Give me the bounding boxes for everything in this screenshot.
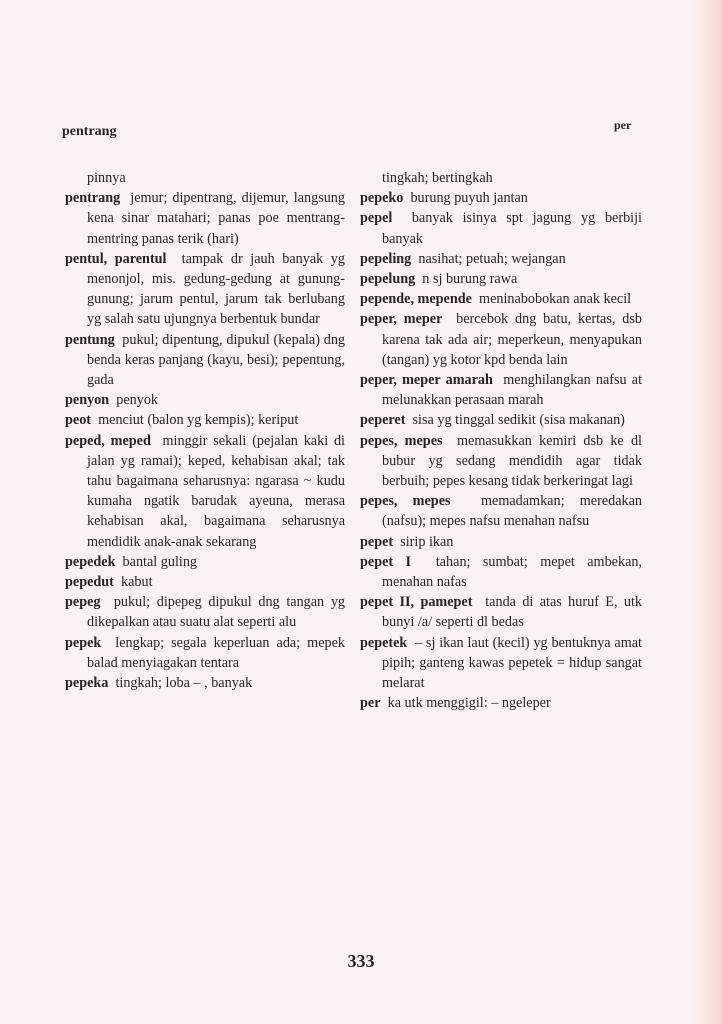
entry-definition: n sj burung rawa xyxy=(422,271,518,288)
dictionary-entry xyxy=(360,693,642,713)
entry-headword: pentung xyxy=(65,331,115,348)
entry-headword: pepet xyxy=(360,533,394,550)
entry-headword: pepeg xyxy=(65,594,101,611)
dictionary-entry xyxy=(360,188,642,208)
entry-headword: pepeka xyxy=(65,675,109,692)
entry-headword: pepet II, pamepet xyxy=(360,594,473,611)
entry-definition: tingkah; bertingkah xyxy=(382,170,493,186)
entry-headword: pepende, mepende xyxy=(360,291,472,308)
dictionary-entry xyxy=(65,673,345,693)
dictionary-entry xyxy=(65,410,345,430)
dictionary-entry xyxy=(65,592,345,632)
entry-definition: tanda di atas huruf E, utk bunyi /a/ seperti dl bedas xyxy=(382,594,643,631)
entry-headword: peper, meper xyxy=(360,311,443,328)
dictionary-entry xyxy=(65,552,345,572)
entry-definition: minggir sekali (pejalan kaki di jalan yg ramai); keped, kehabisan akal; tak tahu bagaimana seharusnya: ngarasa ~ kudu kumaha ngatik barudak ayeuna, merasa kehabisan akal, bagaimana seharusnya mendidik anak-anak sekarang xyxy=(87,432,346,550)
dictionary-entry xyxy=(65,572,345,592)
dictionary-entry xyxy=(360,249,642,269)
entry-headword: peped, meped xyxy=(65,432,151,449)
right-column xyxy=(360,168,642,713)
dictionary-entry xyxy=(65,330,345,391)
dictionary-entry xyxy=(360,269,642,289)
entry-headword: pepes, mepes xyxy=(360,432,443,449)
entry-definition: bantal guling xyxy=(122,553,198,570)
entry-definition: bercebok dng batu, kertas, dsb karena tak ada air; meperkeun, menyapukan (tangan) yg kotor kpd benda lain xyxy=(382,311,642,368)
entry-definition: tahan; sumbat; mepet ambekan, menahan nafas xyxy=(382,553,643,591)
dictionary-entry xyxy=(360,491,642,531)
entry-headword: peper, meper amarah xyxy=(360,372,493,389)
entry-definition: tampak dr jauh banyak yg menonjol, mis. gedung-gedung at gunung-gunung; jarum pentul, jarum tak berlubang yg salah satu ujungnya berbentuk bundar xyxy=(87,250,345,328)
entry-headword: pepel xyxy=(360,210,393,227)
entry-definition: burung puyuh jantan xyxy=(410,190,528,207)
dictionary-entry xyxy=(65,168,345,188)
entry-definition: memasukkan kemiri dsb ke dl bubur yg sedang mendidih agar tidak berbuih; pepes kesang tidak berkeringat lagi xyxy=(382,432,642,490)
entry-definition: sirip ikan xyxy=(400,533,454,550)
entry-headword: pepedut xyxy=(65,574,114,591)
entry-definition: – sj ikan laut (kecil) yg bentuknya amat pipih; ganteng kawas pepetek = hidup sangat melarat xyxy=(382,634,643,692)
entry-definition: pukul; dipepeg dipukul dng tangan yg dikepalkan atau suatu alat seperti alu xyxy=(87,594,346,631)
entry-headword: pepeling xyxy=(360,250,412,267)
page-number: 333 xyxy=(347,951,375,971)
running-head-right: per xyxy=(614,118,632,132)
dictionary-entry xyxy=(65,188,345,249)
entry-definition: meninabobokan anak kecil xyxy=(479,291,632,308)
entry-headword: pepet I xyxy=(360,553,412,570)
dictionary-entry xyxy=(360,532,642,552)
entry-definition: sisa yg tinggal sedikit (sisa makanan) xyxy=(412,412,625,429)
entry-definition: nasihat; petuah; wejangan xyxy=(418,250,566,267)
running-head-left: pentrang xyxy=(62,124,117,139)
entry-definition: kabut xyxy=(120,574,153,591)
dictionary-entry xyxy=(360,592,642,632)
entry-headword: penyon xyxy=(65,392,110,409)
dictionary-entry xyxy=(65,633,345,673)
entry-definition: pukul; dipentung, dipukul (kepala) dng benda keras panjang (kayu, besi); pepentung, gada xyxy=(87,331,346,389)
entry-definition: memadamkan; meredakan (nafsu); mepes nafsu menahan nafsu xyxy=(382,493,642,530)
entry-headword: per xyxy=(360,695,381,712)
entry-definition: ka utk menggigil: – ngeleper xyxy=(387,695,551,712)
entry-definition: penyok xyxy=(116,392,159,409)
entry-definition: jemur; dipentrang, dijemur, langsung kena sinar matahari; panas poe mentrang-mentring panas terik (hari) xyxy=(87,190,345,247)
entry-headword: pepedek xyxy=(65,553,116,570)
dictionary-entry xyxy=(360,552,642,592)
entry-definition: menciut (balon yg kempis); keriput xyxy=(98,412,299,429)
dictionary-entry xyxy=(360,633,642,694)
page-edge-shadow xyxy=(692,0,722,1024)
dictionary-entry xyxy=(360,431,642,492)
entry-headword: peperet xyxy=(360,412,406,429)
dictionary-entry xyxy=(360,410,642,430)
dictionary-entry xyxy=(65,431,345,552)
entry-headword: pepetek xyxy=(360,634,408,651)
dictionary-entry xyxy=(65,390,345,410)
entry-definition: tingkah; loba – , banyak xyxy=(115,675,253,692)
dictionary-entry xyxy=(360,289,642,309)
entry-headword: peot xyxy=(65,412,92,429)
entry-definition: pinnya xyxy=(87,170,126,186)
entry-definition: lengkap; segala keperluan ada; mepek balad menyiagakan tentara xyxy=(87,634,345,671)
entry-headword: pepelung xyxy=(360,271,416,288)
entry-headword: pentul, parentul xyxy=(65,250,167,267)
entry-definition: banyak isinya spt jagung yg berbiji banyak xyxy=(382,210,642,247)
entry-headword: pentrang xyxy=(65,190,121,207)
entry-definition: menghilangkan nafsu at melunakkan perasaan marah xyxy=(382,372,643,409)
dictionary-entry xyxy=(360,370,642,410)
dictionary-entry xyxy=(360,168,642,188)
dictionary-entry xyxy=(360,309,642,370)
entry-headword: pepes, mepes xyxy=(360,493,451,510)
entry-headword: pepek xyxy=(65,634,102,651)
left-column xyxy=(65,168,345,693)
dictionary-entry xyxy=(360,208,642,248)
dictionary-entry xyxy=(65,249,345,330)
entry-headword: pepeko xyxy=(360,190,404,207)
